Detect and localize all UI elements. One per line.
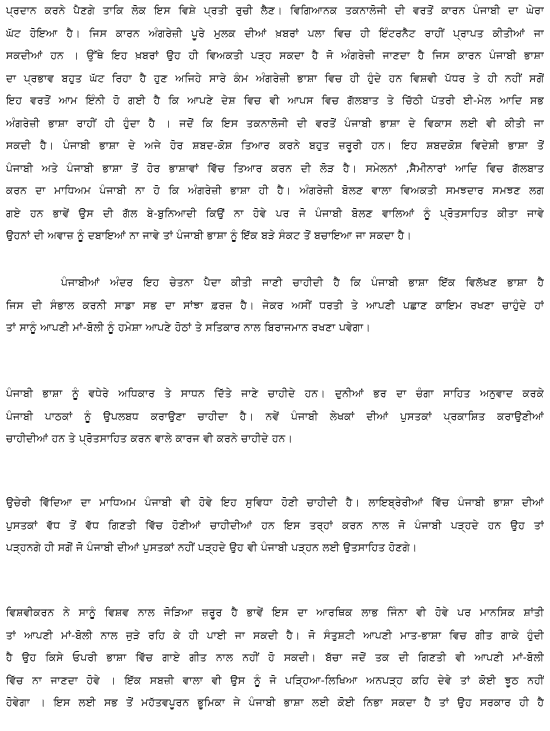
text-line: ਹੋਵੇਗਾ । ਇਸ ਲਈ ਸਭ ਤੋਂ ਮਹੱਤਵਪੂਰਨ ਭੂਮਿਕਾ ਜੇ ਪੰਜਾਬੀ ਭਾਸ਼ਾ ਲਈ ਕੋਈ ਨਿਭਾ ਸਕਦਾ ਹੈ ਤਾਂ ਉਹ ਸਰਕਾਰ ਹੀ ਹੈ bbox=[6, 697, 544, 709]
text-line: ਪੰਜਾਬੀ ਭਾਸ਼ਾ ਨੂੰ ਵਧੇਰੇ ਅਧਿਕਾਰ ਤੇ ਸਾਧਨ ਦਿੱਤੇ ਜਾਣੇ ਚਾਹੀਦੇ ਹਨ। ਦੁਨੀਆਂ ਭਰ ਦਾ ਚੰਗਾ ਸਾਹਿਤ ਅਨੁਵਾਦ ਕਰਕੇ bbox=[6, 388, 544, 400]
text-line: ਉਚੇਰੀ ਵਿੱਦਿਆ ਦਾ ਮਾਧਿਅਮ ਪੰਜਾਬੀ ਵੀ ਹੋਵੇ ਇਹ ਸੁਵਿਧਾ ਹੋਣੀ ਚਾਹੀਦੀ ਹੈ। ਲਾਇਬ੍ਰੇਰੀਆਂ ਵਿੱਚ ਪੰਜਾਬੀ ਭਾਸ਼ਾ ਦੀਆਂ bbox=[6, 497, 544, 509]
paragraph-4 bbox=[6, 492, 544, 560]
text-line: ਤਾਂ ਆਪਣੀ ਮਾਂ-ਬੋਲੀ ਨਾਲ ਜੁੜੇ ਰਹਿ ਕੇ ਹੀ ਪਾਈ ਜਾ ਸਕਦੀ ਹੈ। ਜੋ ਸੰਤੁਸ਼ਟੀ ਆਪਣੀ ਮਾਤ-ਭਾਸ਼ਾ ਵਿਚ ਗੀਤ ਗਾਕੇ ਹੁੰਦੀ bbox=[6, 629, 544, 642]
text-line: ਅੰਗਰੇਜ਼ੀ ਭਾਸ਼ਾ ਰਾਹੀਂ ਹੀ ਹੁੰਦਾ ਹੈ । ਜਦੋਂ ਕਿ ਇਸ ਤਕਨਾਲੋਜੀ ਦੀ ਵਰਤੋਂ ਪੰਜਾਬੀ ਭਾਸ਼ਾ ਦੇ ਵਿਕਾਸ ਲਈ ਵੀ ਕੀਤੀ ਜਾ bbox=[6, 117, 544, 130]
text-line: ਜਿਸ ਦੀ ਸੰਭਾਲ ਕਰਨੀ ਸਾਡਾ ਸਭ ਦਾ ਸਾਂਝਾ ਫ਼ਰਜ਼ ਹੈ। ਜੇਕਰ ਅਸੀਂ ਧਰਤੀ ਤੇ ਆਪਣੀ ਪਛਾਣ ਕਾਇਮ ਰਖਣਾ ਚਾਹੁੰਦੇ ਹਾਂ bbox=[6, 299, 544, 312]
text-line: ਹੈ ਉਹ ਕਿਸੇ ਓਪਰੀ ਭਾਸ਼ਾ ਵਿੱਚ ਗਾਏ ਗੀਤ ਨਾਲ ਨਹੀਂ ਹੋ ਸਕਦੀ। ਬੱਚਾ ਜਦੋਂ ਤਕ ਦੀ ਗਿਣਤੀ ਵੀ ਆਪਣੀ ਮਾਂ-ਬੋਲੀ bbox=[6, 652, 544, 664]
text-line: ਪੜ੍ਹਨਗੇ ਹੀ ਸਗੋਂ ਜੋ ਪੰਜਾਬੀ ਦੀਆਂ ਪੁਸਤਕਾਂ ਨਹੀਂ ਪੜ੍ਹਦੇ ਉਹ ਵੀ ਪੰਜਾਬੀ ਪੜ੍ਹਨ ਲਈ ਉਤਸਾਹਿਤ ਹੋਣਗੇ। bbox=[6, 542, 418, 554]
text-line: ਤਾਂ ਸਾਨੂੰ ਆਪਣੀ ਮਾਂ-ਬੋਲੀ ਨੂੰ ਹਮੇਸ਼ਾ ਆਪਣੇ ਹੋਠਾਂ ਤੇ ਸਤਿਕਾਰ ਨਾਲ ਬਿਰਾਜਮਾਨ ਰਖਣਾ ਪਵੇਗਾ। bbox=[6, 322, 371, 334]
text-line: ਗਏ ਹਨ ਭਾਵੇਂ ਉਸ ਦੀ ਗੱਲ ਬੇ-ਬੁਨਿਆਦੀ ਕਿਉਂ ਨਾ ਹੋਵੇ ਪਰ ਜੋ ਪੰਜਾਬੀ ਬੋਲਣ ਵਾਲਿਆਂ ਨੂੰ ਪ੍ਰੋਤਸਾਹਿਤ ਕੀਤਾ ਜਾਵੇ bbox=[6, 207, 544, 220]
text-line: ਵਿੱਚ ਨਾ ਜਾਣਦਾ ਹੋਵੇ । ਇੱਕ ਸਬਜ਼ੀ ਵਾਲਾ ਵੀ ਉਸ ਨੂੰ ਜੋ ਪੜ੍ਹਿਆ-ਲਿਖਿਆ ਅਨਪੜ੍ਹ ਕਹਿ ਦੇਵੇ ਤਾਂ ਕੋਈ ਝੂਠ ਨਹੀਂ bbox=[6, 674, 544, 687]
text-line: ਚਾਹੀਦੀਆਂ ਹਨ ਤੇ ਪ੍ਰੋਤਸਾਹਿਤ ਕਰਨ ਵਾਲੇ ਕਾਰਜ ਵੀ ਕਰਨੇ ਚਾਹੀਦੇ ਹਨ। bbox=[6, 433, 293, 445]
text-line: ਸਕਦੀ ਹੈ। ਪੰਜਾਬੀ ਭਾਸ਼ਾ ਦੇ ਅਜੇ ਹੋਰ ਸ਼ਬਦ-ਕੋਸ਼ ਤਿਆਰ ਕਰਨੇ ਬਹੁਤ ਜ਼ਰੂਰੀ ਹਨ। ਇਹ ਸ਼ਬਦਕੋਸ਼ ਵਿਦੇਸ਼ੀ ਭਾਸ਼ਾ ਤੋਂ bbox=[6, 140, 544, 152]
paragraph-3 bbox=[6, 383, 544, 451]
paragraph-1 bbox=[6, 0, 544, 248]
text-line: ਪੰਜਾਬੀ ਪਾਠਕਾਂ ਨੂੰ ਉਪਲਬਧ ਕਰਾਉਣਾ ਚਾਹੀਦਾ ਹੈ। ਨਵੇਂ ਪੰਜਾਬੀ ਲੇਖਕਾਂ ਦੀਆਂ ਪੁਸਤਕਾਂ ਪ੍ਰਕਾਸ਼ਿਤ ਕਰਾਉਣੀਆਂ bbox=[6, 410, 544, 423]
text-line: ਉਹਨਾਂ ਦੀ ਅਵਾਜ਼ ਨੂੰ ਦਬਾਇਆਂ ਨਾ ਜਾਵੇ ਤਾਂ ਪੰਜਾਬੀ ਭਾਸ਼ਾ ਨੂੰ ਇੱਕ ਬੜੇ ਸੰਕਟ ਤੋਂ ਬਚਾਇਆ ਜਾ ਸਕਦਾ ਹੈ। bbox=[6, 230, 412, 242]
text-line: ਕਰਨ ਦਾ ਮਾਧਿਅਮ ਪੰਜਾਬੀ ਨਾ ਹੋ ਕਿ ਅੰਗਰੇਜ਼ੀ ਭਾਸ਼ਾ ਹੀ ਹੈ। ਅੰਗਰੇਜ਼ੀ ਬੋਲਣ ਵਾਲਾ ਵਿਅਕਤੀ ਸਮਝਦਾਰ ਸਮਝਣ ਲਗ bbox=[6, 185, 544, 197]
text-line: ਇਹ ਵਰਤੋਂ ਆਮ ਇੰਨੀ ਹੋ ਗਈ ਹੈ ਕਿ ਆਪਣੇ ਦੇਸ਼ ਵਿਚ ਵੀ ਆਪਸ ਵਿਚ ਗੱਲਬਾਤ ਤੇ ਚਿੱਠੀ ਪੱਤਰੀ ਈ-ਮੇਲ ਆਦਿ ਸਭ bbox=[6, 95, 544, 107]
paragraph-5 bbox=[6, 602, 544, 715]
text-line: ਦਾ ਪ੍ਰਭਾਵ ਬਹੁਤ ਘੱਟ ਰਿਹਾ ਹੈ ਹੁਣ ਅਜਿਹੇ ਸਾਰੇ ਕੰਮ ਅੰਗਰੇਜ਼ੀ ਭਾਸ਼ਾ ਵਿਚ ਹੀ ਹੁੰਦੇ ਹਨ ਵਿਸ਼ਵੀ ਪੱਧਰ ਤੇ ਹੀ ਨਹੀਂ ਸਗੋਂ bbox=[6, 72, 544, 85]
text-line: ਪੁਸਤਕਾਂ ਵੱਧ ਤੋਂ ਵੱਧ ਗਿਣਤੀ ਵਿੱਚ ਹੋਣੀਆਂ ਚਾਹੀਦੀਆਂ ਹਨ ਇਸ ਤਰ੍ਹਾਂ ਕਰਨ ਨਾਲ ਜੋ ਪੰਜਾਬੀ ਪੜ੍ਹਦੇ ਹਨ ਉਹ ਤਾਂ bbox=[6, 519, 544, 532]
text-line: ਵਿਸ਼ਵੀਕਰਨ ਨੇ ਸਾਨੂੰ ਵਿਸ਼ਵ ਨਾਲ ਜੋੜਿਆ ਜ਼ਰੂਰ ਹੈ ਭਾਵੇਂ ਇਸ ਦਾ ਆਰਥਿਕ ਲਾਭ ਜਿੰਨਾ ਵੀ ਹੋਵੇ ਪਰ ਮਾਨਸਿਕ ਸ਼ਾਂਤੀ bbox=[6, 607, 544, 619]
paragraph-2 bbox=[6, 272, 544, 340]
text-line: ਸਕਦੀਆਂ ਹਨ । ਉੱਥੇ ਇਹ ਖ਼ਬਰਾਂ ਉਹ ਹੀ ਵਿਅਕਤੀ ਪੜ੍ਹ ਸਕਦਾ ਹੈ ਜੋ ਅੰਗਰੇਜ਼ੀ ਜਾਣਦਾ ਹੈ ਜਿਸ ਕਾਰਨ ਪੰਜਾਬੀ ਭਾਸ਼ਾ bbox=[6, 50, 544, 62]
text-line: ਪੰਜਾਬੀ ਅਤੇ ਪੰਜਾਬੀ ਭਾਸ਼ਾ ਤੋਂ ਹੋਰ ਭਾਸ਼ਾਵਾਂ ਵਿੱਚ ਤਿਆਰ ਕਰਨ ਦੀ ਲੋੜ ਹੈ। ਸਮੇਲਨਾਂ ,ਸੈਮੀਨਾਰਾਂ ਆਦਿ ਵਿਚ ਗੱਲਬਾਤ bbox=[6, 162, 544, 175]
text-line: ਘੱਟ ਹੋਇਆ ਹੈ। ਜਿਸ ਕਾਰਨ ਅੰਗਰੇਜ਼ੀ ਪੂਰੇ ਮੁਲਕ ਦੀਆਂ ਖ਼ਬਰਾਂ ਪਲਾ ਵਿਚ ਹੀ ਇੰਟਰਨੈਟ ਰਾਹੀਂ ਪ੍ਰਾਪਤ ਕੀਤੀਆਂ ਜਾ bbox=[6, 27, 544, 40]
text-line: ਪ੍ਰਦਾਨ ਕਰਨੇ ਪੈਣਗੇ ਤਾਕਿ ਲੋਕ ਇਸ ਵਿਸ਼ੇ ਪ੍ਰਤੀ ਰੁਚੀ ਲੈਣ। ਵਿਗਿਆਨਕ ਤਕਨਾਲੋਜੀ ਦੀ ਵਰਤੋਂ ਕਾਰਨ ਪੰਜਾਬੀ ਦਾ ਘੇਰਾ bbox=[6, 5, 544, 17]
text-line: ਪੰਜਾਬੀਆਂ ਅੰਦਰ ਇਹ ਚੇਤਨਾ ਪੈਦਾ ਕੀਤੀ ਜਾਣੀ ਚਾਹੀਦੀ ਹੈ ਕਿ ਪੰਜਾਬੀ ਭਾਸ਼ਾ ਇੱਕ ਵਿਲੱਖਣ ਭਾਸ਼ਾ ਹੈ bbox=[61, 277, 544, 289]
